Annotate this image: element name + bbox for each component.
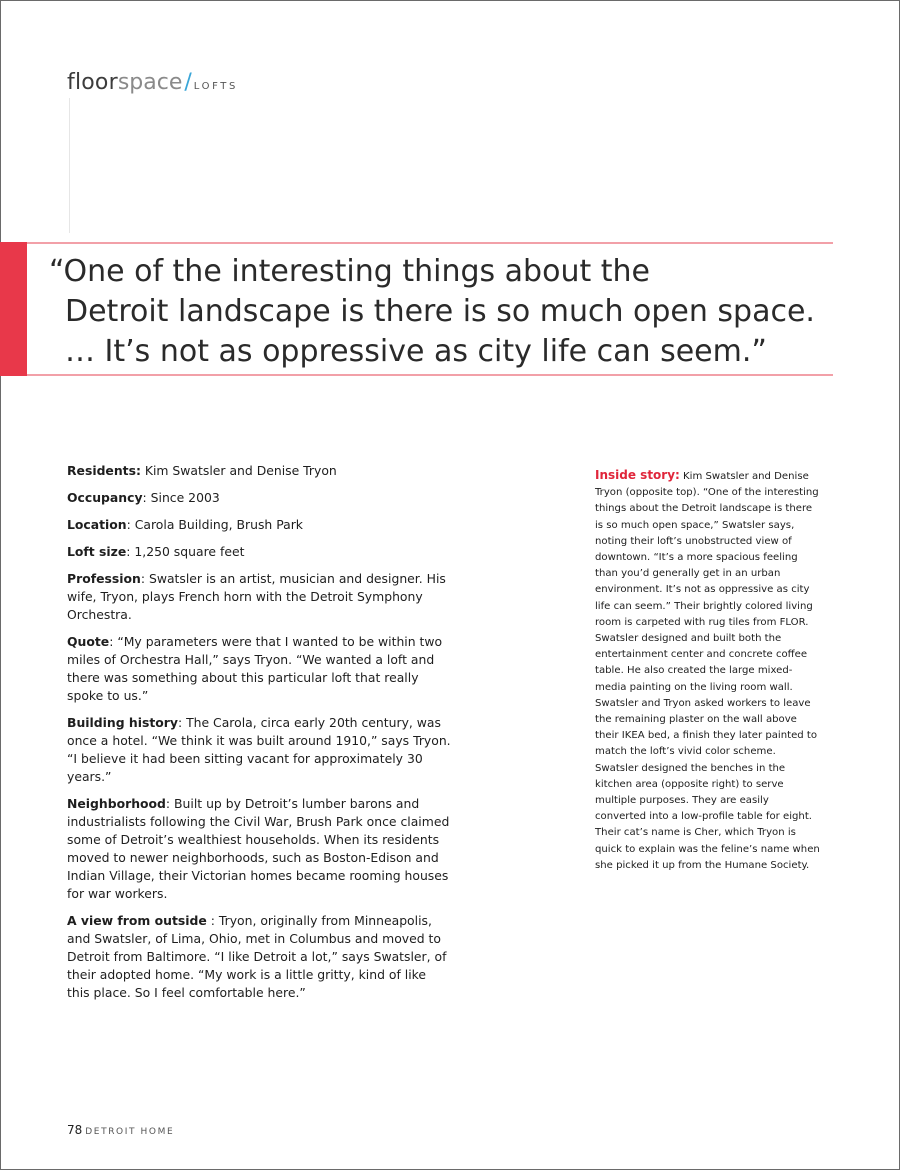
fact-neighborhood	[67, 795, 452, 903]
pull-quote-line: Detroit landscape is there is so much open space.	[65, 294, 815, 329]
fact-building-history	[67, 714, 452, 786]
fact-label: Residents:	[67, 463, 141, 478]
section-label: LOFTS	[193, 81, 238, 92]
fact-text: : Carola Building, Brush Park	[126, 517, 303, 532]
pull-quote-rule-top	[27, 242, 833, 244]
pull-quote	[0, 242, 833, 376]
fact-residents	[67, 462, 452, 480]
fact-text: : The Carola, circa early 20th century, was once a hotel. “We think it was built around 1910,” says Tryon. “I believe it had been sitting vacant for approximately 30 years.”	[67, 715, 451, 784]
fact-label: Location	[67, 517, 127, 532]
publication-name: DETROIT HOME	[85, 1127, 175, 1137]
fact-occupancy	[67, 489, 452, 507]
fact-label: Neighborhood	[67, 796, 166, 811]
fact-text: : Since 2003	[142, 490, 220, 505]
page-number: 78	[67, 1123, 83, 1137]
fact-label: Loft size	[67, 544, 127, 559]
fact-location	[67, 516, 452, 534]
fact-label: Quote	[67, 634, 110, 649]
pull-quote-rule-bottom	[27, 374, 833, 376]
fact-text: : “My parameters were that I wanted to be within two miles of Orchestra Hall,” says Tryon. “We wanted a loft and there was something about this particular loft that really spoke to us.”	[67, 634, 443, 703]
fact-label: Occupancy	[67, 490, 143, 505]
fact-label: Building history	[67, 715, 178, 730]
brand-floor: floor	[67, 70, 118, 95]
brand-slash: /	[184, 70, 192, 95]
fact-label: A view from outside	[67, 913, 207, 928]
inside-story-sidebar	[595, 467, 820, 874]
page-footer	[67, 1119, 174, 1138]
pull-quote-accent-bar	[0, 242, 27, 376]
section-header	[67, 70, 238, 95]
inside-story-paragraph	[595, 467, 820, 874]
fact-list	[67, 462, 452, 1011]
brand-space: space	[117, 70, 183, 95]
fact-text: : Tryon, originally from Minneapolis, and Swatsler, of Lima, Ohio, met in Columbus and moved to Detroit from Baltimore. “I like Detroit a lot,” says Swatsler, of their adopted home. “My work is a little gritty, kind of like this place. So I feel comfortable here.”	[67, 913, 447, 1000]
fact-quote	[67, 633, 452, 705]
pull-quote-line: “One of the interesting things about the	[49, 254, 650, 289]
fact-loft-size	[67, 543, 452, 561]
pull-quote-line: … It’s not as oppressive as city life can seem.”	[65, 334, 767, 369]
fact-text: Kim Swatsler and Denise Tryon	[140, 463, 337, 478]
fact-profession	[67, 570, 452, 624]
fact-text: : Swatsler is an artist, musician and designer. His wife, Tryon, plays French horn with the Detroit Symphony Orchestra.	[67, 571, 446, 622]
guide-line	[69, 98, 70, 233]
pull-quote-text	[49, 252, 839, 372]
fact-text: : 1,250 square feet	[126, 544, 245, 559]
inside-story-text: Kim Swatsler and Denise Tryon (opposite top). “One of the interesting things about the Detroit landscape is there is so much open space,” Swatsler says, noting their loft’s unobstructed view of downtown. “It’s a more spacious feeling than you’d generally get in an urban environment. It’s not as oppressive as city life can seem.” Their brightly colored living room is carpeted with rug tiles from FLOR. Swatsler designed and built both the entertainment center and concrete coffee table. He also created the large mixed-media painting on the living room wall. Swatsler and Tryon asked workers to leave the remaining plaster on the wall above their IKEA bed, a finish they later painted to match the loft’s vivid color scheme. Swatsler designed the benches in the kitchen area (opposite right) to serve multiple purposes. They are easily converted into a low-profile table for eight. Their cat’s name is Cher, which Tryon is quick to explain was the feline’s name when she picked it up from the Humane Society.	[595, 471, 820, 871]
fact-label: Profession	[67, 571, 141, 586]
fact-text: : Built up by Detroit’s lumber barons and industrialists following the Civil War, Brush Park once claimed some of Detroit’s wealthiest households. When its residents moved to newer neighborhoods, such as Boston-Edison and Indian Village, their Victorian homes became rooming houses for war workers.	[67, 796, 450, 901]
inside-story-label: Inside story:	[595, 468, 680, 482]
fact-view-from-outside	[67, 912, 452, 1002]
